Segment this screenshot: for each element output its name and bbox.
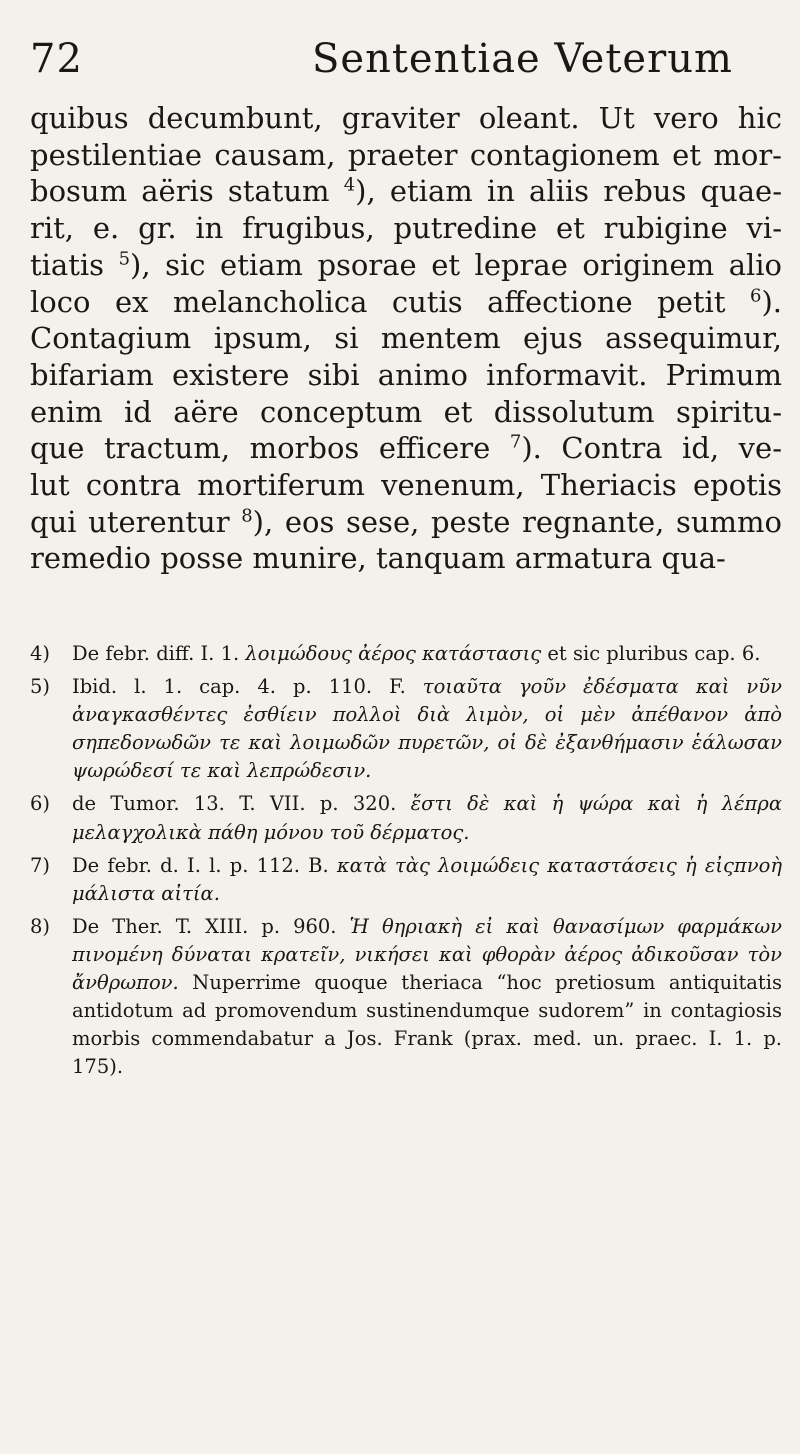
text-line: que tractum, morbos efficere $^7$). Contra id, ve- [30, 431, 782, 466]
greek-quote: κατὰ τὰς λοιμώδεις καταστάσεις ἡ εἰςπνοὴ μάλιστα αἰτία. [72, 853, 782, 905]
footnote-ref[interactable]: 7 [509, 431, 522, 453]
footnote-label: 8) [30, 914, 51, 938]
greek-quote: λοιμώδους ἀέρος κατάστασις [245, 642, 542, 665]
text-line: bifariam existere sibi animo informavit. Primum [30, 357, 782, 392]
text-line: rit, e. gr. in frugibus, putredine et rubigine vi- [30, 211, 782, 246]
text-line: enim id aëre conceptum et dissolutum spiritu- [30, 394, 782, 429]
footnote-5: 5) Ibid. l. 1. cap. 4. p. 110. F. τοιαῦτα γοῦν ἐδέσματα καὶ νῦν ἀναγκασθέντες ἐσθίειν πολλοὶ διὰ λιμὸν, οἱ μὲν ἀπέθανον ἀπὸ σηπεδονωδῶν τε καὶ λοιμωδῶν πυρετῶν, οἱ δὲ ἐξανθήμασιν ἑάλωσαν ψωρώδεσί τε καὶ λεπρώδεσιν. [30, 675, 782, 783]
book-page [30, 0, 783, 1454]
footnote-4: 4) De febr. diff. I. 1. λοιμώδους ἀέρος κατάστασις et sic pluribus cap. 6. [30, 640, 782, 668]
footnote-ref[interactable]: 8 [241, 505, 253, 527]
footnote-8: 8) De Ther. T. XIII. p. 960. Ἡ θηριακὴ εἰ καὶ θανασίμων φαρμάκων πινομένη δύναται κρατεῖν, νικήσει καὶ φθορὰν ἀέρος ἀδικοῦσαν τὸν ἄνθρωπον. Nuperrime quoque theriaca “hoc pretiosum antiquitatis antidotum ad promovendum sustinendumque sudorem” in contagiosis morbis commendabatur a Jos. Frank (prax. med. un. praec. I. 1. p. 175). [30, 914, 782, 1079]
greek-quote: Ἡ θηριακὴ εἰ καὶ θανασίμων φαρμάκων πινομένη δύναται κρατεῖν, νικήσει καὶ φθορὰν ἀέρος ἀδικοῦσαν τὸν ἄνθρωπον. [72, 914, 782, 995]
footnote-ref[interactable]: 4 [343, 174, 356, 196]
main-text [30, 100, 782, 577]
footnote-label: 6) [30, 792, 51, 816]
text-line: remedio posse munire, tanquam armatura qua- [30, 541, 726, 576]
text-line: tiatis $^5$), sic etiam psorae et leprae originem alio [30, 247, 783, 282]
footnote-7: 7) De febr. d. I. l. p. 112. B. κατὰ τὰς λοιμώδεις καταστάσεις ἡ εἰςπνοὴ μάλιστα αἰτία. [30, 853, 782, 905]
footnotes [30, 640, 782, 1086]
text-line: loco ex melancholica cutis affectione petit $^6$). [30, 284, 782, 319]
text-line: Contagium ipsum, si mentem ejus assequimur, [30, 321, 782, 356]
text-line: bosum aëris statum $^4$), etiam in aliis rebus quae- [30, 174, 782, 209]
footnote-ref[interactable]: 5 [118, 248, 131, 270]
text-line: qui uterentur $^8$), eos sese, peste regnante, summo [30, 504, 782, 539]
page-number: 72 [30, 36, 83, 82]
page-header [30, 36, 770, 96]
greek-quote: τοιαῦτα γοῦν ἐδέσματα καὶ νῦν ἀναγκασθέντες ἐσθίειν πολλοὶ διὰ λιμὸν, οἱ μὲν ἀπέθανον ἀπὸ σηπεδονωδῶν τε καὶ λοιμωδῶν πυρετῶν, οἱ δὲ ἐξανθήμασιν ἑάλωσαν ψωρώδεσί τε καὶ λεπρώδεσιν. [72, 675, 782, 783]
text-line: quibus decumbunt, graviter oleant. Ut vero hic [30, 101, 782, 135]
footnote-6: 6) de Tumor. 13. T. VII. p. 320. ἔστι δὲ καὶ ἡ ψώρα καὶ ἡ λέπρα μελαγχολικὰ πάθη μόνου τοῦ δέρματος. [30, 792, 782, 844]
running-title: Sententiae Veterum [312, 36, 733, 82]
footnote-ref[interactable]: 6 [750, 284, 762, 306]
text-line: lut contra mortiferum venenum, Theriacis epotis [30, 468, 782, 503]
footnote-label: 7) [30, 853, 51, 877]
text-line: pestilentiae causam, praeter contagionem et mor- [30, 137, 782, 172]
footnote-label: 5) [30, 675, 51, 699]
footnote-label: 4) [30, 642, 51, 665]
greek-quote: ἔστι δὲ καὶ ἡ ψώρα καὶ ἡ λέπρα μελαγχολικὰ πάθη μόνου τοῦ δέρματος. [72, 792, 782, 844]
